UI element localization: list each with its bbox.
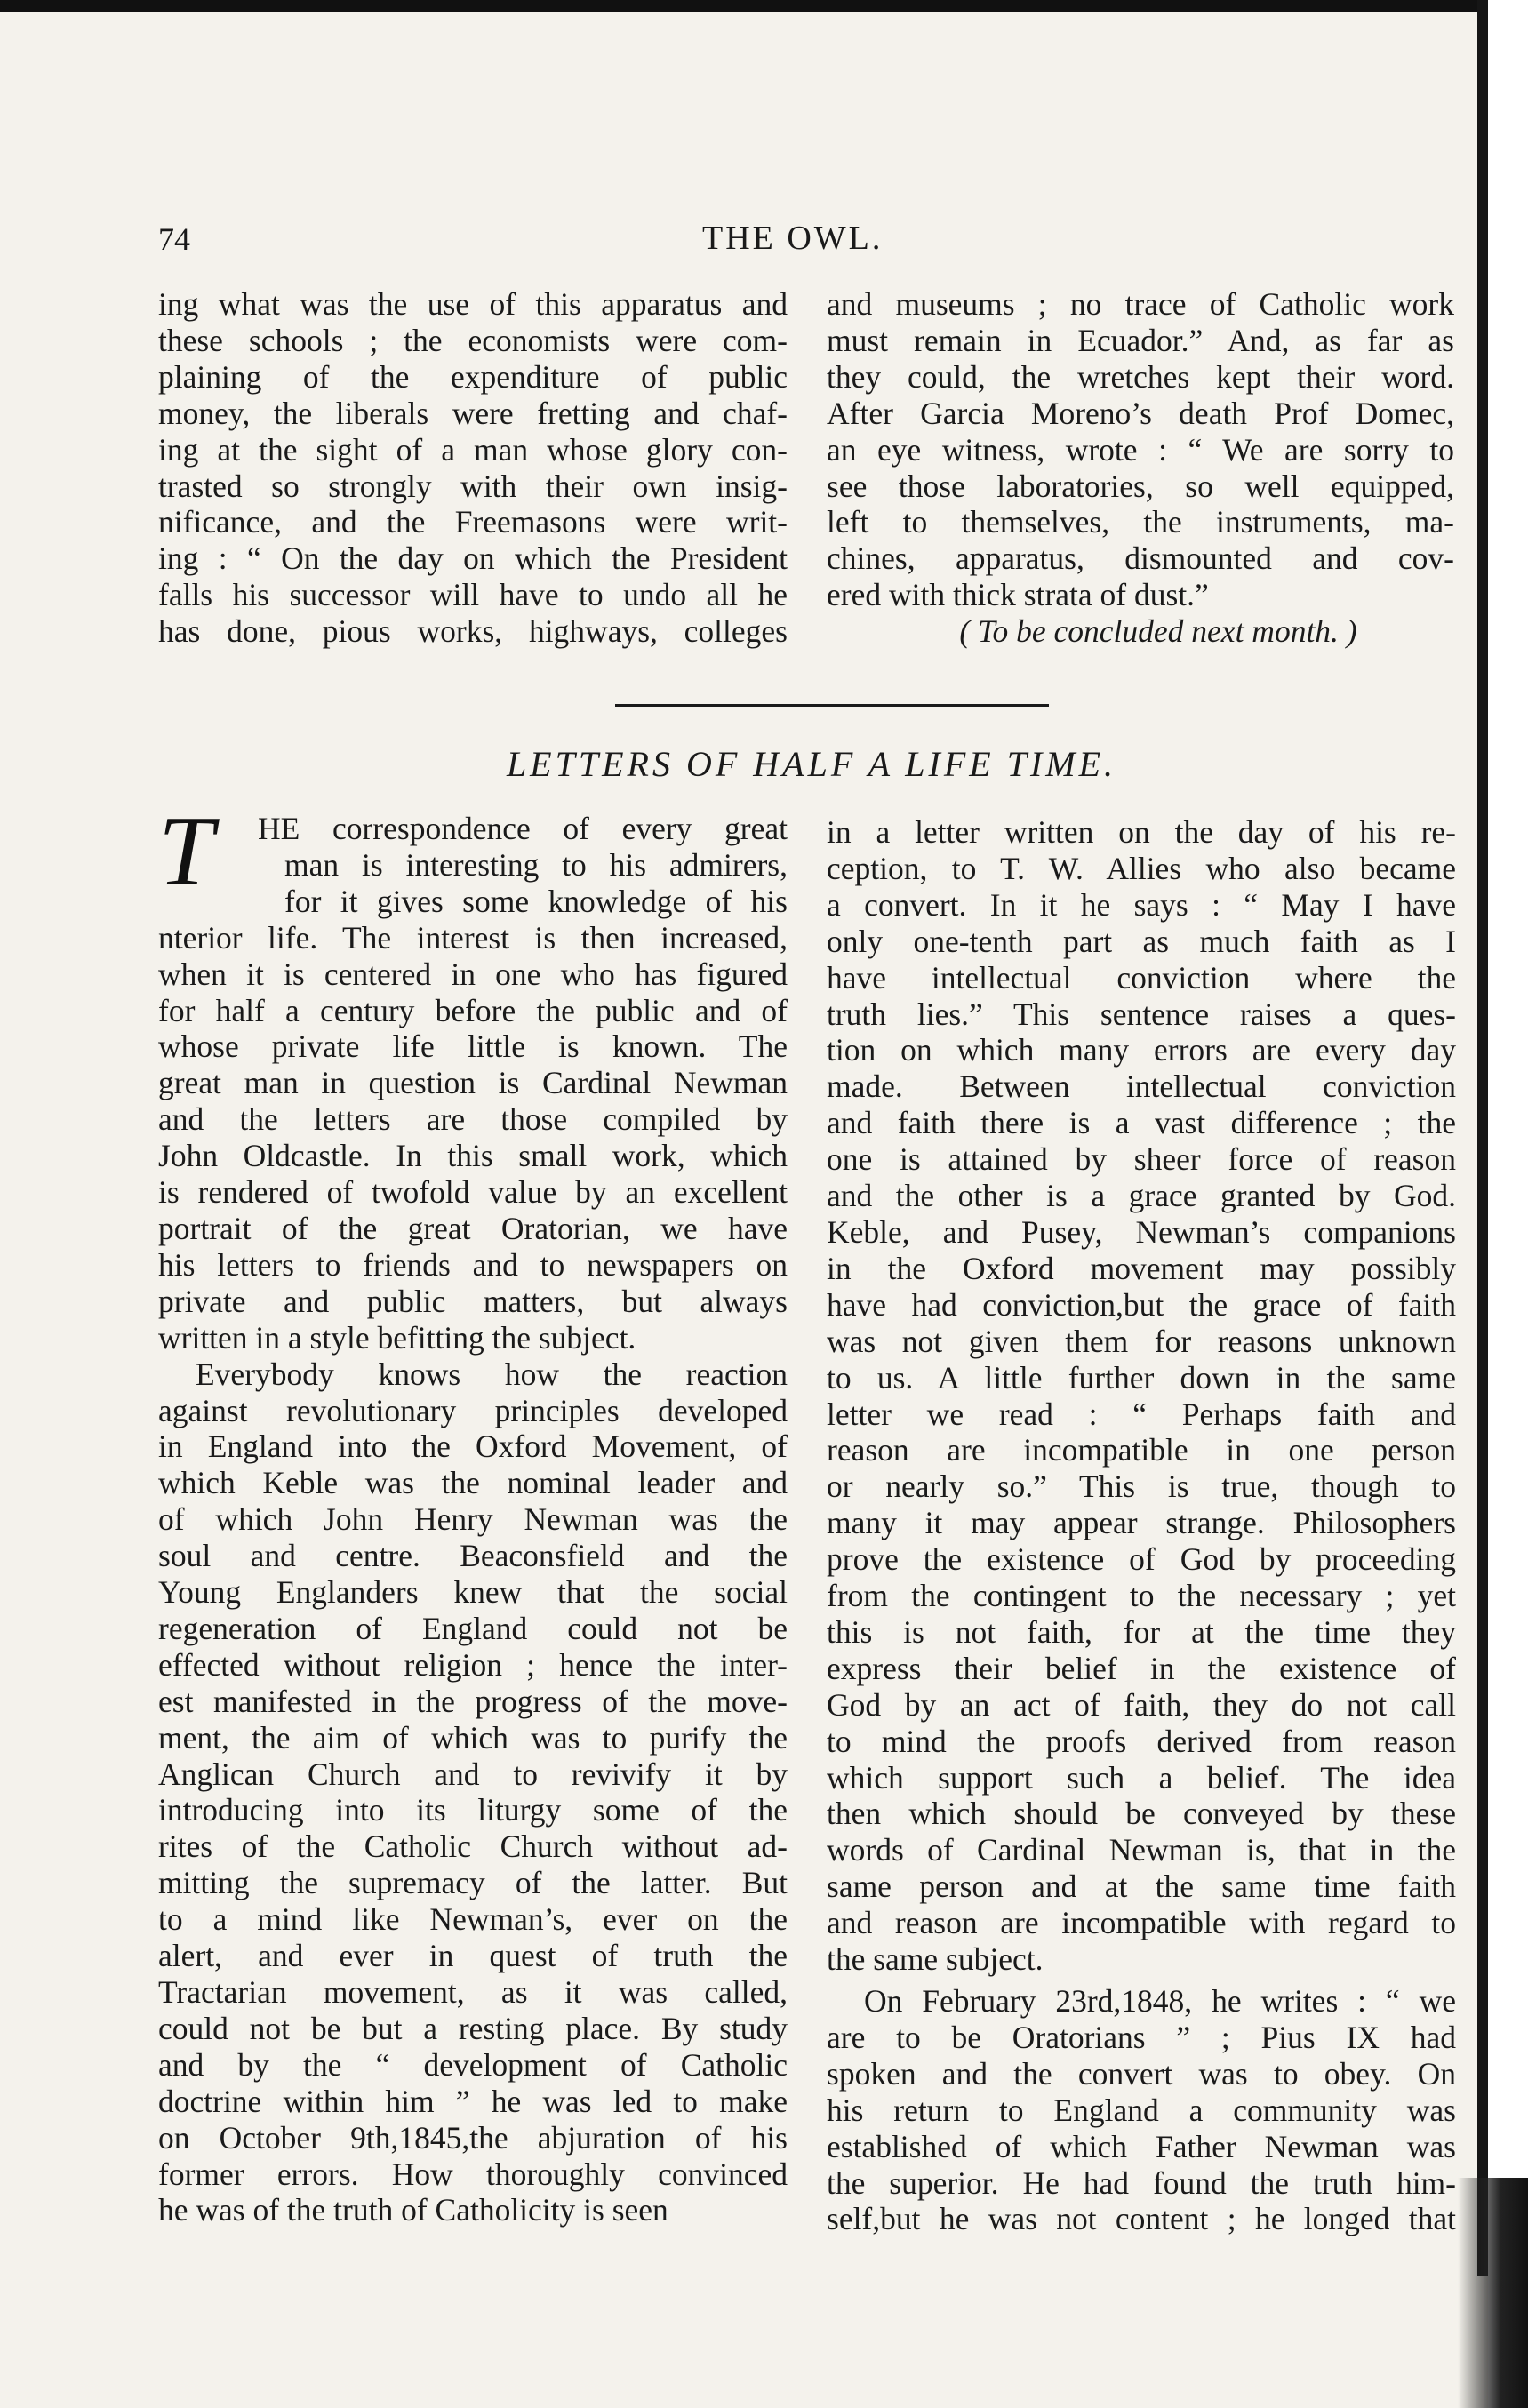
text-line: same person and at the same time faith [827, 1868, 1456, 1905]
drop-cap: T [158, 796, 214, 907]
text-line: many it may appear strange. Philosophers [827, 1505, 1456, 1541]
text-line: Young Englanders knew that the social [158, 1574, 788, 1611]
text-line: HE correspondence of every great [258, 811, 788, 846]
text-line: ing : “ On the day on which the President [158, 540, 788, 577]
text-line: from the contingent to the necessary ; yet [827, 1578, 1456, 1614]
text-line: letter we read : “ Perhaps faith and [827, 1396, 1456, 1432]
text-line: one is attained by sheer force of reason [827, 1141, 1456, 1178]
text-line: when it is centered in one who has figured [158, 956, 788, 992]
text-line: ered with thick strata of dust.” [827, 577, 1209, 613]
text-line: reason are incompatible in one person [827, 1432, 1456, 1468]
text-line: trasted so strongly with their own insig- [158, 468, 788, 504]
text-line: plaining of the expenditure of public [158, 358, 788, 395]
text-line: against revolutionary principles developed [158, 1392, 788, 1428]
text-line: effected without religion ; hence the inter- [158, 1646, 788, 1683]
text-line: his return to England a community was [827, 2092, 1456, 2128]
text-line: in England into the Oxford Movement, of [158, 1428, 788, 1465]
text-line: his letters to friends and to newspapers on [158, 1246, 788, 1283]
text-line: rites of the Catholic Church without ad- [158, 1828, 788, 1865]
text-line: portrait of the great Oratorian, we have [158, 1210, 788, 1246]
text-line: After Garcia Moreno’s death Prof Domec, [827, 395, 1454, 431]
text-line: is rendered of twofold value by an excellent [158, 1174, 788, 1211]
text-line: he was of the truth of Catholicity is seen [158, 2192, 668, 2228]
text-line: must remain in Ecuador.” And, as far as [827, 322, 1454, 358]
text-line: only one-tenth part as much faith as I [827, 923, 1456, 959]
text-line: alert, and ever in quest of truth the [158, 1938, 788, 1974]
text-line: doctrine within him ” he was led to make [158, 2083, 788, 2119]
text-line: and by the “ development of Catholic [158, 2046, 788, 2083]
text-line: the superior. He had found the truth him- [827, 2164, 1456, 2201]
article-left-column [158, 811, 788, 2228]
running-head: THE OWL. [702, 220, 884, 257]
text-line: and reason are incompatible with regard to [827, 1905, 1456, 1941]
text-line: in a letter written on the day of his re- [827, 814, 1456, 850]
text-line: then which should be conveyed by these [827, 1796, 1456, 1832]
text-line: nificance, and the Freemasons were writ- [158, 504, 788, 540]
text-line: have had conviction,but the grace of faith [827, 1286, 1456, 1323]
text-line: truth lies.” This sentence raises a ques- [827, 996, 1456, 1032]
article-right-column [827, 814, 1456, 2237]
text-line: a convert. In it he says : “ May I have [827, 886, 1456, 923]
text-line: money, the liberals were fretting and chaf- [158, 395, 788, 431]
text-line: to mind the proofs derived from reason [827, 1723, 1456, 1759]
text-line: on October 9th,1845,the abjuration of his [158, 2119, 788, 2156]
text-line: made. Between intellectual conviction [827, 1068, 1456, 1105]
text-line: and the other is a grace granted by God. [827, 1178, 1456, 1214]
text-line: this is not faith, for at the time they [827, 1613, 1456, 1650]
text-line: est manifested in the progress of the move- [158, 1683, 788, 1719]
text-line: left to themselves, the instruments, ma- [827, 504, 1454, 540]
text-line: was not given them for reasons unknown [827, 1323, 1456, 1359]
text-line: whose private life little is known. The [158, 1028, 788, 1065]
text-line: falls his successor will have to undo all he [158, 577, 788, 613]
text-line: great man in question is Cardinal Newman [158, 1065, 788, 1101]
text-line: of which John Henry Newman was the [158, 1501, 788, 1538]
text-line: words of Cardinal Newman is, that in the [827, 1832, 1456, 1868]
text-line: self,but he was not content ; he longed that [827, 2201, 1456, 2237]
page-number: 74 [158, 221, 190, 257]
text-line: could not be but a resting place. By study [158, 2010, 788, 2046]
page-top-edge [0, 0, 1528, 12]
text-line: have intellectual conviction where the [827, 959, 1456, 996]
text-line: private and public matters, but always [158, 1283, 788, 1319]
text-line: which support such a belief. The idea [827, 1759, 1456, 1796]
text-line: written in a style befitting the subject. [158, 1319, 636, 1356]
text-line: an eye witness, wrote : “ We are sorry to [827, 431, 1454, 468]
text-line: introducing into its liturgy some of the [158, 1792, 788, 1828]
text-line: express their belief in the existence of [827, 1650, 1456, 1686]
text-line: Keble, and Pusey, Newman’s companions [827, 1213, 1456, 1250]
text-line: former errors. How thoroughly convinced [158, 2156, 788, 2192]
text-line: mitting the supremacy of the latter. But [158, 1865, 788, 1901]
text-line: for half a century before the public and of [158, 992, 788, 1028]
text-line: are to be Oratorians ” ; Pius IX had [827, 2019, 1456, 2055]
text-line: tion on which many errors are every day [827, 1032, 1456, 1068]
text-line: prove the existence of God by proceeding [827, 1541, 1456, 1578]
prior-article-right-column [827, 286, 1454, 650]
text-line: see those laboratories, so well equipped, [827, 468, 1454, 504]
page-margin-right [1488, 0, 1528, 2408]
text-line: the same subject. [827, 1941, 1044, 1978]
text-line: Anglican Church and to revivify it by [158, 1756, 788, 1792]
text-line: ing what was the use of this apparatus and [158, 286, 788, 322]
text-line: John Oldcastle. In this small work, which [158, 1138, 788, 1174]
text-line: On February 23rd,1848, he writes : “ we [864, 1983, 1456, 2019]
text-line: and museums ; no trace of Catholic work [827, 286, 1454, 322]
article-title: LETTERS OF HALF A LIFE TIME. [506, 744, 1117, 784]
text-line: God by an act of faith, they do not call [827, 1686, 1456, 1723]
text-line: spoken and the convert was to obey. On [827, 2055, 1456, 2092]
section-divider [615, 704, 1049, 707]
page-corner-shadow [1458, 2178, 1528, 2408]
text-line: chines, apparatus, dismounted and cov- [827, 540, 1454, 577]
text-line: soul and centre. Beaconsfield and the [158, 1538, 788, 1574]
text-line: for it gives some knowledge of his [284, 883, 788, 919]
text-line: in the Oxford movement may possibly [827, 1250, 1456, 1286]
text-line: and faith there is a vast difference ; the [827, 1105, 1456, 1141]
text-line: Everybody knows how the reaction [196, 1356, 788, 1392]
text-line: these schools ; the economists were com- [158, 322, 788, 358]
text-line: to a mind like Newman’s, ever on the [158, 1901, 788, 1938]
text-line: nterior life. The interest is then increased, [158, 919, 788, 956]
prior-article-left-column [158, 286, 788, 650]
continuation-note: ( To be concluded next month. ) [959, 613, 1357, 650]
text-line: established of which Father Newman was [827, 2128, 1456, 2164]
text-line: which Keble was the nominal leader and [158, 1465, 788, 1501]
text-line: man is interesting to his admirers, [284, 846, 788, 883]
text-line: they could, the wretches kept their word. [827, 358, 1454, 395]
text-line: ment, the aim of which was to purify the [158, 1719, 788, 1756]
text-line: regeneration of England could not be [158, 1610, 788, 1646]
page-right-edge [1477, 0, 1488, 2276]
text-line: ing at the sight of a man whose glory con- [158, 431, 788, 468]
text-line: to us. A little further down in the same [827, 1359, 1456, 1396]
text-line: or nearly so.” This is true, though to [827, 1468, 1456, 1505]
text-line: has done, pious works, highways, colleges [158, 613, 788, 650]
text-line: and the letters are those compiled by [158, 1101, 788, 1138]
text-line: ception, to T. W. Allies who also became [827, 850, 1456, 886]
text-line: Tractarian movement, as it was called, [158, 1974, 788, 2010]
